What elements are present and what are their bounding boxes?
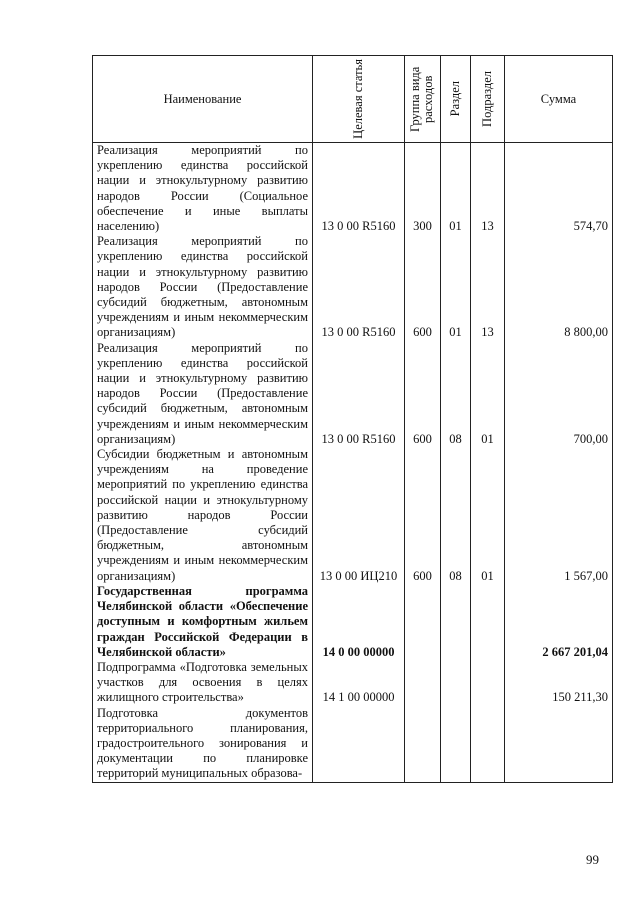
header-target bbox=[313, 56, 405, 143]
row-target: 14 0 00 00000 bbox=[313, 584, 405, 660]
row-group: 300 bbox=[405, 143, 441, 235]
row-sum: 2 667 201,04 bbox=[505, 584, 613, 660]
row-sum: 700,00 bbox=[505, 341, 613, 447]
page-number: 99 bbox=[586, 852, 599, 867]
row-group bbox=[405, 660, 441, 706]
row-section bbox=[441, 584, 471, 660]
table-header-row bbox=[93, 56, 613, 143]
header-subsection bbox=[471, 56, 505, 143]
row-name: Субсидии бюджетным и автономным учреждениям на проведение мероприятий по укреплению единства российской нации и этнокультурному развитию народов России (Предоставление субсидий бюджетным, автономным учреждениям и иным некоммерческим организациям) bbox=[93, 447, 313, 584]
table-row bbox=[93, 660, 613, 706]
row-section: 01 bbox=[441, 143, 471, 235]
row-target: 14 1 00 00000 bbox=[313, 660, 405, 706]
row-subsection: 13 bbox=[471, 234, 505, 340]
header-subsection-label: Подраздел bbox=[479, 71, 494, 127]
row-name: Реализация мероприятий по укреплению единства российской нации и этнокультурному развитию народов России (Предоставление субсидий бюджетным, автономным учреждениям и иным некоммерческим организациям) bbox=[93, 234, 313, 340]
row-target: 13 0 00 ИЦ210 bbox=[313, 447, 405, 584]
header-expense-group bbox=[405, 56, 441, 143]
row-sum: 574,70 bbox=[505, 143, 613, 235]
header-section bbox=[441, 56, 471, 143]
row-subsection: 13 bbox=[471, 143, 505, 235]
row-group: 600 bbox=[405, 234, 441, 340]
row-section: 01 bbox=[441, 234, 471, 340]
table-row bbox=[93, 447, 613, 584]
table-row bbox=[93, 234, 613, 340]
row-section bbox=[441, 660, 471, 706]
table-row bbox=[93, 341, 613, 447]
row-section bbox=[441, 706, 471, 783]
table-row bbox=[93, 584, 613, 660]
row-target: 13 0 00 R5160 bbox=[313, 341, 405, 447]
table-row bbox=[93, 143, 613, 235]
table-row bbox=[93, 706, 613, 783]
row-target bbox=[313, 706, 405, 783]
row-sum: 8 800,00 bbox=[505, 234, 613, 340]
row-target: 13 0 00 R5160 bbox=[313, 143, 405, 235]
row-subsection bbox=[471, 660, 505, 706]
header-sum bbox=[505, 56, 613, 143]
row-group bbox=[405, 706, 441, 783]
header-name-label: Наименование bbox=[163, 91, 242, 106]
header-name bbox=[93, 56, 313, 143]
header-sum-label: Сумма bbox=[540, 91, 577, 106]
row-subsection bbox=[471, 584, 505, 660]
row-group: 600 bbox=[405, 341, 441, 447]
row-section: 08 bbox=[441, 341, 471, 447]
row-sum bbox=[505, 706, 613, 783]
budget-table bbox=[92, 55, 613, 783]
row-name: Реализация мероприятий по укреплению единства российской нации и этнокультурному развитию народов России (Социальное обеспечение и иные выплаты населению) bbox=[93, 143, 313, 235]
row-section: 08 bbox=[441, 447, 471, 584]
header-target-label: Целевая статья bbox=[350, 59, 365, 139]
row-target: 13 0 00 R5160 bbox=[313, 234, 405, 340]
row-name: Государственная программа Челябинской области «Обеспечение доступным и комфортным жильем граждан Российской Федерации в Челябинской области» bbox=[93, 584, 313, 660]
header-section-label: Раздел bbox=[447, 81, 462, 117]
row-group bbox=[405, 584, 441, 660]
header-expense-group-label: Группа вида расходов bbox=[408, 66, 436, 132]
row-name: Подпрограмма «Подготовка земельных участков для освоения в целях жилищного строительства» bbox=[93, 660, 313, 706]
row-name: Реализация мероприятий по укреплению единства российской нации и этнокультурному развитию народов России (Предоставление субсидий бюджетным, автономным учреждениям и иным некоммерческим организациям) bbox=[93, 341, 313, 447]
row-sum: 150 211,30 bbox=[505, 660, 613, 706]
row-group: 600 bbox=[405, 447, 441, 584]
row-subsection: 01 bbox=[471, 447, 505, 584]
row-subsection bbox=[471, 706, 505, 783]
row-name: Подготовка документов территориального планирования, градостроительного зонирования и документации по планировке территорий муниципальных образова- bbox=[93, 706, 313, 783]
row-subsection: 01 bbox=[471, 341, 505, 447]
row-sum: 1 567,00 bbox=[505, 447, 613, 584]
